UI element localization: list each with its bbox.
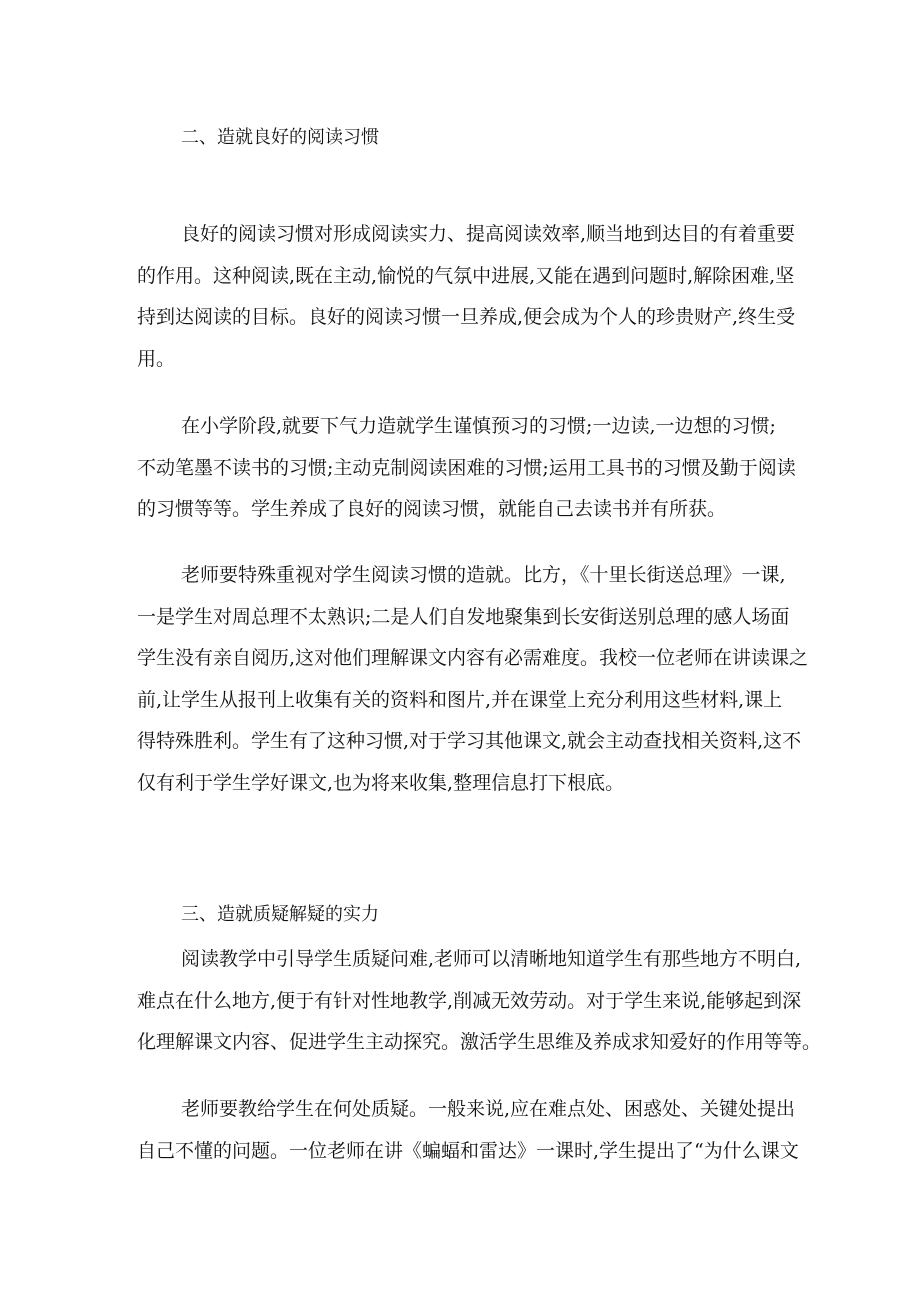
paragraph xyxy=(137,555,809,804)
paragraph xyxy=(137,214,797,380)
text-line: 不动笔墨不读书的习惯;主动克制阅读困难的习惯;运用工具书的习惯及勤于阅读 xyxy=(137,456,796,479)
section-heading: 二、造就良好的阅读习惯 xyxy=(181,127,379,148)
text-line: 老师要教给学生在何处质疑。一般来说,应在难点处、困惑处、关键处提出 xyxy=(181,1098,796,1120)
text-line: 阅读教学中引导学生质疑问难,老师可以清晰地知道学生有那些地方不明白, xyxy=(181,948,802,970)
text-line: 良好的阅读习惯对形成阅读实力、提高阅读效率,顺当地到达目的有着重要 xyxy=(181,223,796,245)
paragraph xyxy=(137,406,797,531)
text-line: 老师要特殊重视对学生阅读习惯的造就。比方，《十里长街送总理》一课, xyxy=(181,564,786,586)
text-line: 学生没有亲自阅历,这对他们理解课文内容有必需难度。我校一位老师在讲读课之 xyxy=(137,647,809,669)
text-line: 得特殊胜利。学生有了这种习惯,对于学习其他课文,就会主动查找相关资料,这不 xyxy=(137,730,802,752)
text-line: 仅有利于学生学好课文,也为将来收集,整理信息打下根底。 xyxy=(137,771,625,794)
text-line: 前,让学生从报刊上收集有关的资料和图片,并在课堂上充分利用这些材料,课上 xyxy=(137,688,783,711)
text-line: 的作用。这种阅读,既在主动,愉悦的气氛中进展,又能在遇到问题时,解除困难,坚 xyxy=(137,264,795,287)
section-heading: 三、造就质疑解疑的实力 xyxy=(181,904,379,925)
paragraph xyxy=(137,939,822,1064)
text-line: 持到达阅读的目标。良好的阅读习惯一旦养成,便会成为个人的珍贵财产,终生受 xyxy=(137,306,796,328)
text-line: 的习惯等等。学生养成了良好的阅读习惯，就能自己去读书并有所获。 xyxy=(137,498,727,520)
text-line: 在小学阶段,就要下气力造就学生谨慎预习的习惯;一边读,一边想的习惯; xyxy=(181,415,776,437)
text-line: 自己不懂的问题。一位老师在讲《蝙蝠和雷达》一课时,学生提出了“为什么课文 xyxy=(137,1139,799,1162)
text-line: 化理解课文内容、促进学生主动探究。激活学生思维及养成求知爱好的作用等等。 xyxy=(137,1031,822,1053)
paragraph xyxy=(137,1089,797,1172)
text-line: 一是学生对周总理不太熟识;二是人们自发地聚集到长安街送别总理的感人场面 xyxy=(137,605,790,628)
text-line: 难点在什么地方,便于有针对性地教学,削减无效劳动。对于学生来说,能够起到深 xyxy=(137,989,802,1012)
text-line: 用。 xyxy=(137,347,176,370)
